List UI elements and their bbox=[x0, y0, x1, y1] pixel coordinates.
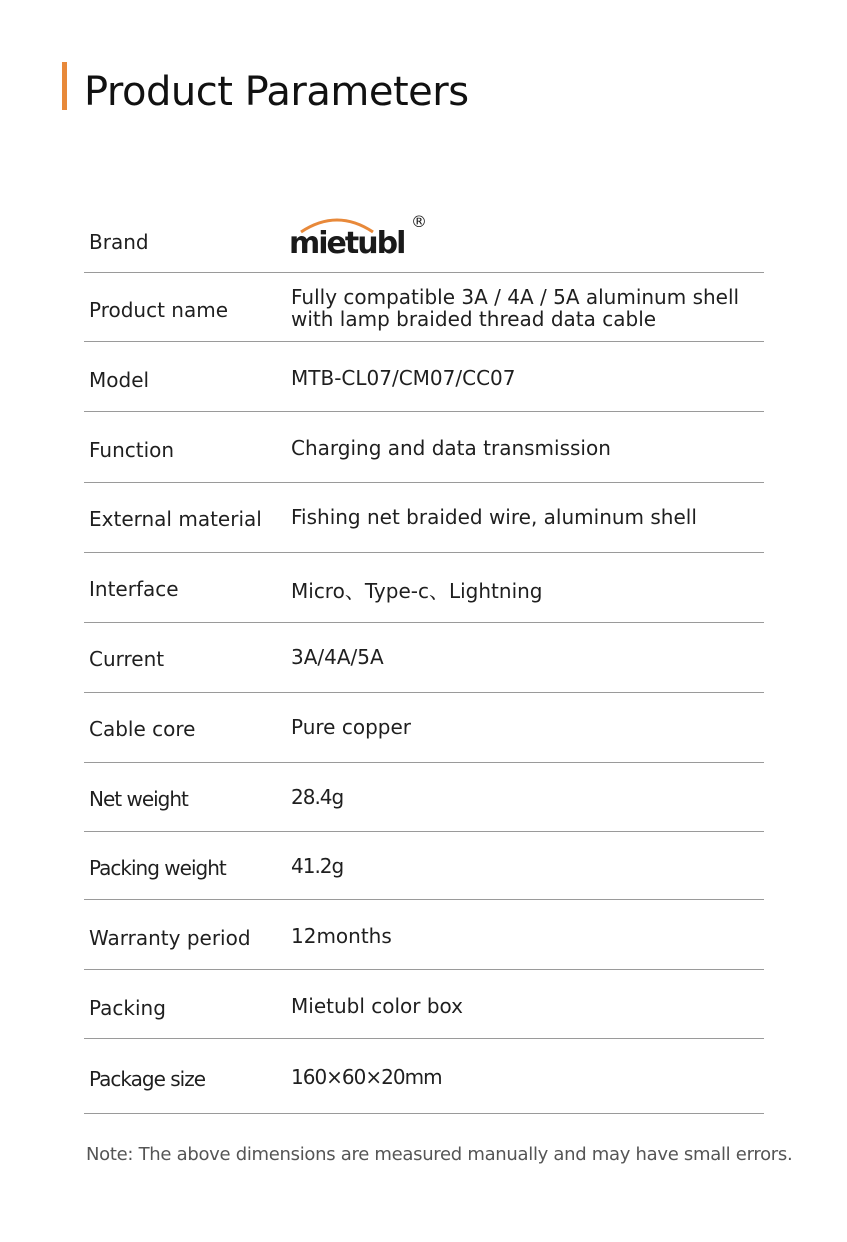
table-row-external-material bbox=[84, 483, 764, 553]
row-value: 160×60×20mm bbox=[291, 1065, 442, 1089]
row-value: 41.2g bbox=[291, 854, 344, 878]
row-label: Warranty period bbox=[89, 926, 251, 950]
row-value-line: Fully compatible 3A / 4A / 5A aluminum shell bbox=[291, 285, 740, 309]
table-row-net-weight bbox=[84, 763, 764, 832]
row-label: Interface bbox=[89, 577, 179, 601]
table-row-product-name bbox=[84, 273, 764, 342]
table-row-brand bbox=[84, 204, 764, 273]
title-accent-bar bbox=[62, 62, 67, 110]
row-label: Product name bbox=[89, 298, 229, 322]
table-row-cable-core bbox=[84, 693, 764, 763]
parameters-table bbox=[84, 204, 764, 1114]
table-row-warranty-period bbox=[84, 900, 764, 970]
brand-logo bbox=[289, 210, 429, 260]
page-title: Product Parameters bbox=[84, 69, 469, 115]
table-row-packing-weight bbox=[84, 832, 764, 900]
row-label: Model bbox=[89, 368, 150, 392]
table-row-function bbox=[84, 412, 764, 483]
brand-logo-text: mietubl bbox=[289, 226, 405, 261]
row-value: Mietubl color box bbox=[291, 994, 464, 1018]
row-value bbox=[291, 286, 739, 330]
row-value-line: with lamp braided thread data cable bbox=[291, 307, 657, 331]
row-label: Cable core bbox=[89, 717, 196, 741]
row-label: Package size bbox=[89, 1067, 206, 1091]
row-value: 28.4g bbox=[291, 785, 344, 809]
row-value: 3A/4A/5A bbox=[291, 645, 384, 669]
registered-mark: ® bbox=[411, 212, 427, 231]
row-value: Fishing net braided wire, aluminum shell bbox=[291, 505, 697, 529]
row-label: Packing weight bbox=[89, 856, 226, 880]
row-label: Current bbox=[89, 647, 165, 671]
row-label: External material bbox=[89, 507, 262, 531]
table-row-model bbox=[84, 342, 764, 412]
footer-note: Note: The above dimensions are measured manually and may have small errors. bbox=[86, 1144, 793, 1165]
table-row-package-size bbox=[84, 1039, 764, 1114]
row-label: Packing bbox=[89, 996, 166, 1020]
row-value: MTB-CL07/CM07/CC07 bbox=[291, 366, 516, 390]
row-label: Brand bbox=[89, 230, 149, 254]
table-row-packing bbox=[84, 970, 764, 1039]
table-row-interface bbox=[84, 553, 764, 623]
row-value: Charging and data transmission bbox=[291, 436, 611, 460]
row-label: Net weight bbox=[89, 787, 188, 811]
table-row-current bbox=[84, 623, 764, 693]
row-label: Function bbox=[89, 438, 175, 462]
row-value: 12months bbox=[291, 924, 392, 948]
row-value: Pure copper bbox=[291, 715, 411, 739]
row-value: Micro、Type-c、Lightning bbox=[291, 579, 543, 603]
